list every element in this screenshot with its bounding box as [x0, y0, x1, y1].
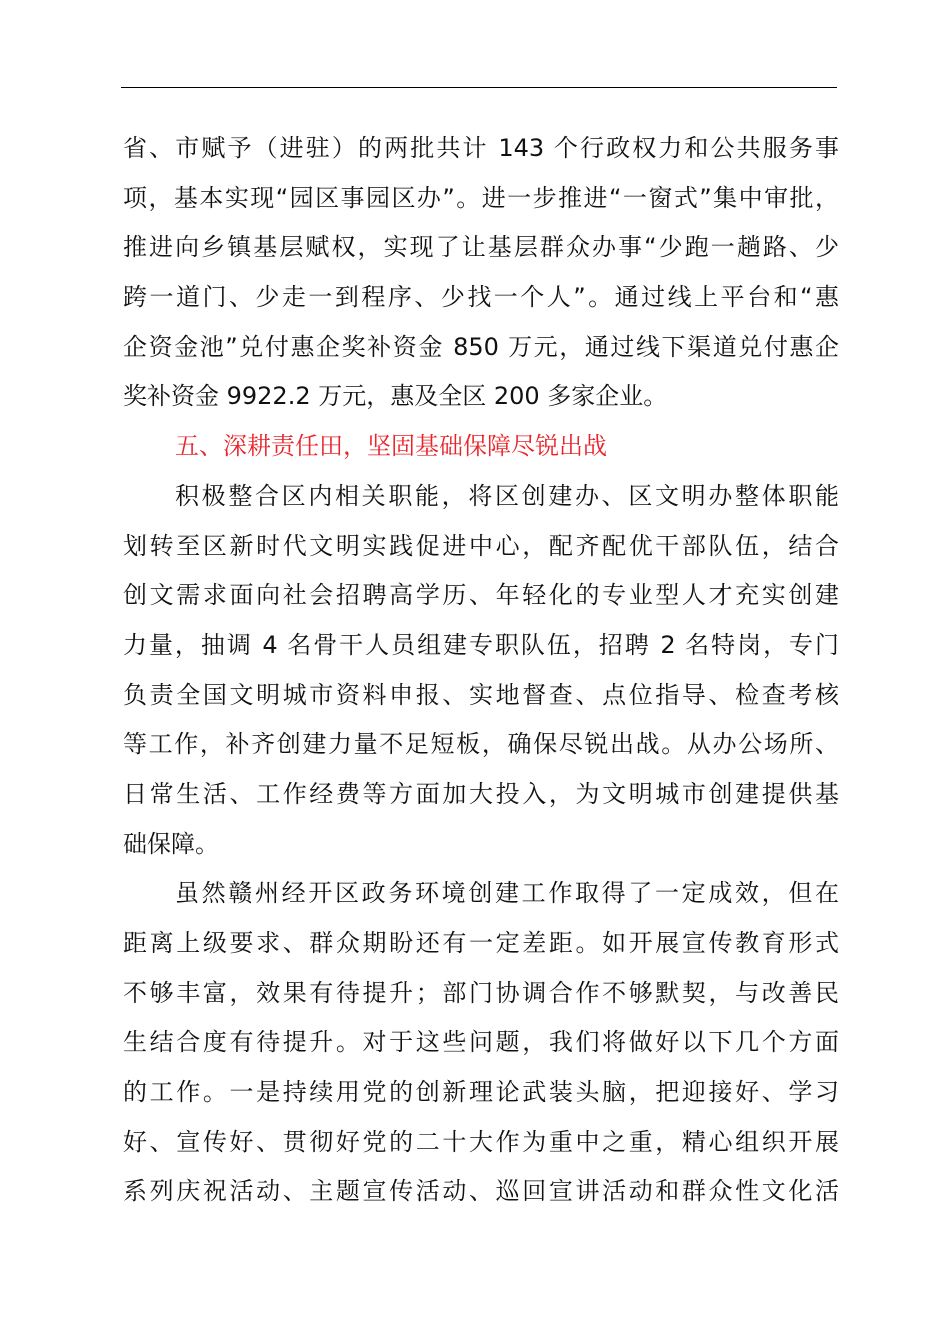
- text-line: 划转至区新时代文明实践促进中心，配齐配优干部队伍，结合: [123, 531, 839, 560]
- text-line: 跨一道门、少走一到程序、少找一个人”。通过线上平台和“惠: [123, 283, 839, 312]
- text-line: 负责全国文明城市资料申报、实地督查、点位指导、检查考核: [123, 680, 839, 709]
- text-line: 力量，抽调 4 名骨干人员组建专职队伍，招聘 2 名特岗，专门: [123, 630, 839, 659]
- text-line: 好、宣传好、贯彻好党的二十大作为重中之重，精心组织开展: [123, 1127, 839, 1156]
- text-line: 省、市赋予（进驻）的两批共计 143 个行政权力和公共服务事: [123, 134, 839, 162]
- text-line: 系列庆祝活动、主题宣传活动、巡回宣讲活动和群众性文化活: [123, 1177, 839, 1206]
- text-line: 础保障。: [123, 829, 219, 858]
- text-line: 的工作。一是持续用党的创新理论武装头脑，把迎接好、学习: [123, 1078, 839, 1107]
- text-line: 日常生活、工作经费等方面加大投入，为文明城市创建提供基: [123, 779, 839, 808]
- text-line: 不够丰富，效果有待提升；部门协调合作不够默契，与改善民: [123, 978, 839, 1007]
- text-line: 积极整合区内相关职能，将区创建办、区文明办整体职能: [175, 481, 839, 510]
- text-line: 虽然赣州经开区政务环境创建工作取得了一定成效，但在: [175, 879, 839, 908]
- text-line: 等工作，补齐创建力量不足短板，确保尽锐出战。从办公场所、: [123, 730, 839, 759]
- text-line: 生结合度有待提升。对于这些问题，我们将做好以下几个方面: [123, 1028, 839, 1057]
- text-line: 推进向乡镇基层赋权，实现了让基层群众办事“少跑一趟路、少: [123, 233, 839, 262]
- text-line: 距离上级要求、群众期盼还有一定差距。如开展宣传教育形式: [123, 929, 839, 957]
- section-heading: 五、深耕责任田，坚固基础保障尽锐出战: [175, 432, 607, 461]
- text-line: 创文需求面向社会招聘高学历、年轻化的专业型人才充实创建: [123, 581, 839, 610]
- document-body: [123, 124, 839, 1217]
- text-line: 项，基本实现“园区事园区办”。进一步推进“一窗式”集中审批，: [123, 183, 839, 212]
- text-line: 奖补资金 9922.2 万元，惠及全区 200 多家企业。: [123, 382, 668, 411]
- header-rule: [121, 87, 837, 88]
- text-line: 企资金池”兑付惠企奖补资金 850 万元，通过线下渠道兑付惠企: [123, 332, 839, 361]
